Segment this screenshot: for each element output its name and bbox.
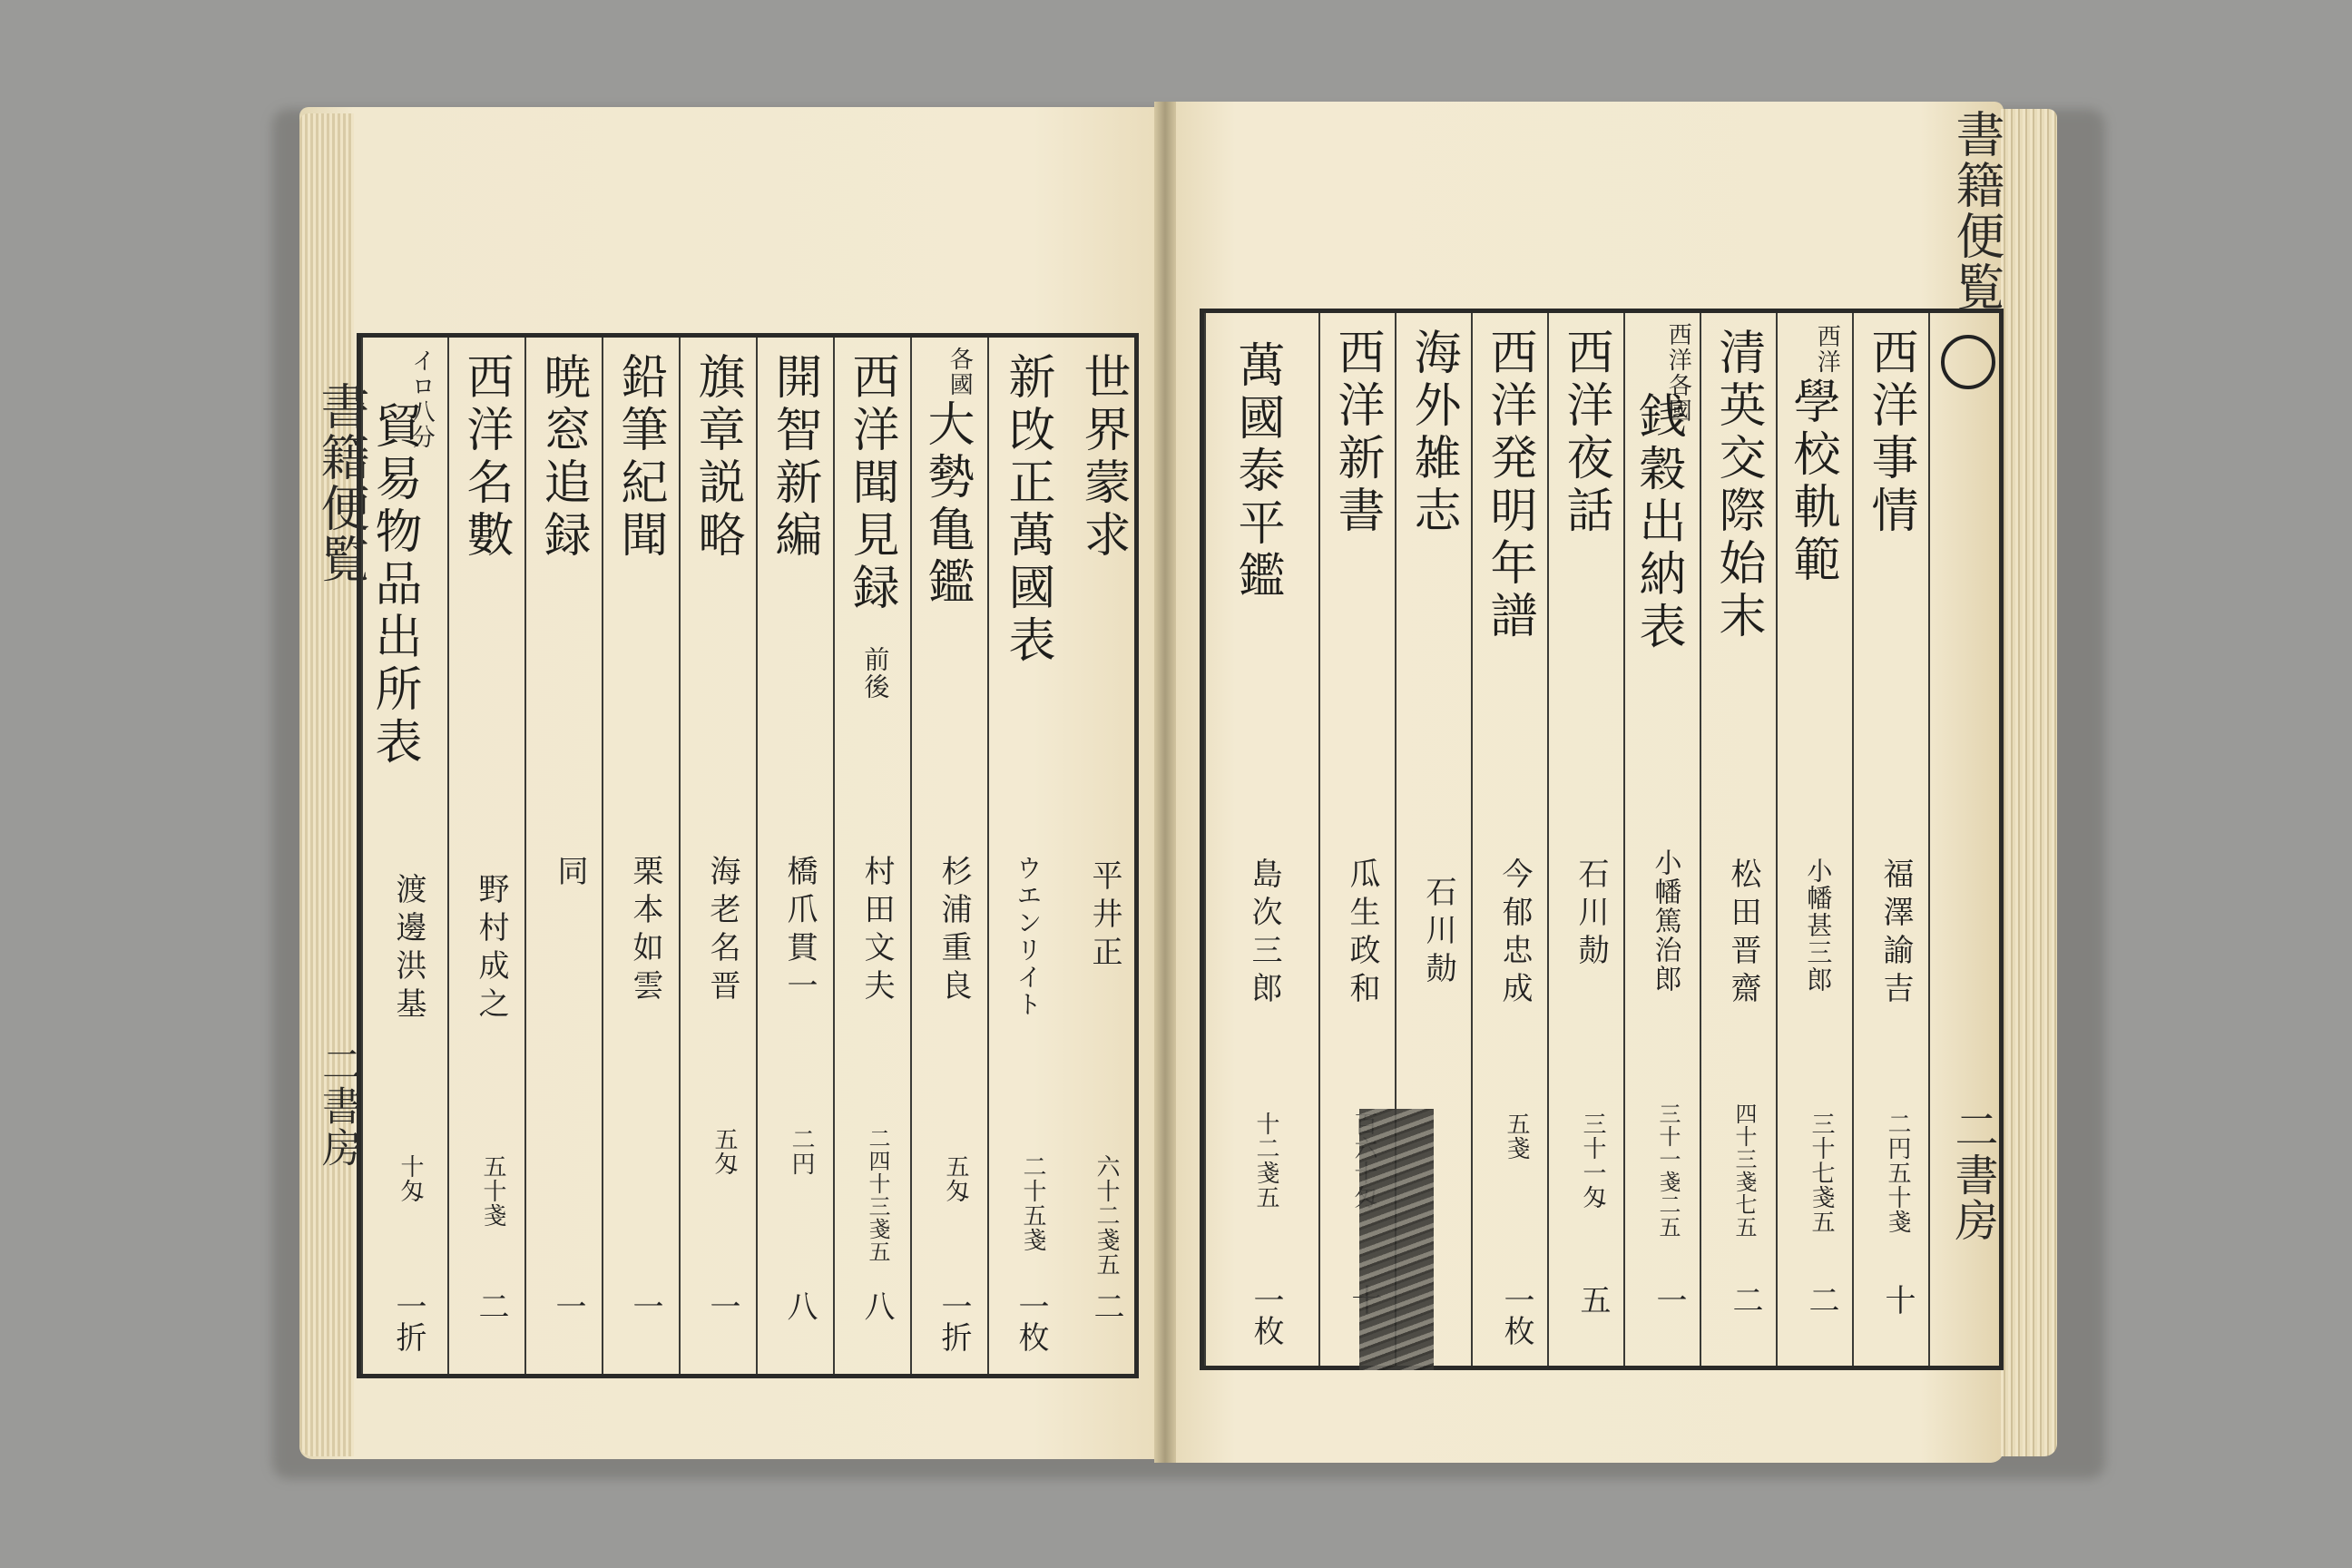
left-entry-3	[910, 338, 989, 1374]
left-entry-2	[987, 338, 1066, 1374]
entry-title: 鉛筆紀聞	[612, 352, 667, 563]
entry-title: 西洋発明年譜	[1482, 328, 1536, 643]
entry-author: 平井正	[1086, 859, 1122, 974]
entry-title: 貿易物品出所表	[367, 401, 421, 769]
entry-title: 萬國泰平鑑	[1230, 340, 1284, 603]
entry-title: 大勢亀鑑	[919, 399, 974, 610]
entry-price: 五匁	[942, 1154, 969, 1203]
entry-author: ウエンリイト	[1013, 855, 1044, 1018]
entry-price: 三十一匁	[1579, 1112, 1606, 1210]
entry-author: 松田晋齋	[1725, 858, 1761, 1010]
entry-price: 三十一戔二五	[1655, 1102, 1681, 1239]
right-edge-publisher: 二書房	[1947, 1107, 1998, 1243]
right-entry-5	[1547, 313, 1625, 1366]
entry-title: 海外雑志	[1406, 328, 1460, 538]
entry-price: 二円	[788, 1127, 815, 1176]
entry-title: 暁窓追録	[535, 352, 590, 563]
entry-title: 西洋夜話	[1558, 328, 1612, 538]
entry-volumes: 一折	[390, 1290, 426, 1352]
entry-volumes: 八	[858, 1290, 895, 1321]
left-entry-4	[833, 338, 912, 1374]
left-entry-10	[361, 338, 449, 1374]
entry-author: 島次三郎	[1246, 858, 1282, 1010]
entry-volumes: 一枚	[1248, 1284, 1284, 1346]
entry-title: 開智新編	[767, 352, 821, 563]
entry-volumes: 一	[704, 1290, 740, 1321]
entry-prefix: イロ八分	[407, 348, 436, 450]
entry-author: 橋爪貫一	[781, 855, 818, 1007]
entry-author: 杉浦重良	[936, 855, 972, 1007]
entry-volumes: 一	[627, 1290, 663, 1321]
right-entry-9	[1204, 313, 1320, 1366]
entry-volumes: 一	[1651, 1284, 1687, 1315]
entry-prefix: 西洋	[1813, 324, 1841, 375]
right-marker-column	[1928, 313, 2001, 1366]
entry-note: 前後	[860, 646, 891, 701]
entry-author: 同	[552, 855, 588, 893]
paper-damage-patch	[1359, 1109, 1434, 1370]
entry-author: 石川𪟝	[1420, 876, 1456, 990]
right-entry-6	[1471, 313, 1549, 1366]
entry-volumes: 十	[1879, 1284, 1916, 1315]
right-entry-1	[1852, 313, 1930, 1366]
entry-price: 二四十三戔五	[865, 1127, 890, 1263]
entry-title: 新攺正萬國表	[1000, 352, 1054, 668]
entry-price: 二十五戔	[1019, 1154, 1046, 1252]
entry-price: 十匁	[397, 1154, 424, 1203]
left-entry-1	[1064, 338, 1139, 1374]
left-entry-9	[447, 338, 526, 1374]
entry-author: 小幡篤治郎	[1649, 848, 1681, 994]
entry-volumes: 五	[1574, 1284, 1611, 1315]
entry-volumes: 二	[473, 1290, 509, 1321]
entry-title: 銭穀出納表	[1631, 391, 1685, 654]
entry-title: 世界蒙求	[1075, 352, 1130, 563]
entry-volumes: 二	[1727, 1284, 1763, 1315]
entry-author: 村田文夫	[858, 855, 895, 1007]
left-edge-publisher: 二書房	[315, 1044, 361, 1169]
entry-author: 小幡甚三郎	[1803, 858, 1834, 994]
entry-price: 六十二戔五	[1093, 1154, 1120, 1277]
left-page-table	[357, 333, 1139, 1378]
entry-price: 二円五十戔	[1884, 1112, 1911, 1234]
entry-title: 學校軌範	[1785, 377, 1839, 587]
left-entry-5	[756, 338, 835, 1374]
entry-title: 旗章説略	[690, 352, 744, 563]
entry-volumes: 一枚	[1013, 1290, 1049, 1352]
entry-author: 海老名晋	[704, 855, 740, 1007]
entry-author: 瓜生政和	[1344, 858, 1380, 1010]
right-edge-title: 書籍便覧	[1948, 109, 2005, 312]
entry-author: 今郁忠成	[1496, 858, 1533, 1010]
entry-volumes: 一折	[936, 1290, 972, 1352]
entry-title: 西洋事情	[1863, 328, 1917, 538]
entry-price: 四十三戔七五	[1731, 1102, 1757, 1239]
entry-price: 五十戔	[479, 1154, 506, 1228]
right-page-table	[1200, 309, 2004, 1370]
left-entry-7	[602, 338, 681, 1374]
entry-volumes: 二	[1088, 1290, 1124, 1321]
left-edge-title: 書籍便覧	[313, 381, 370, 584]
entry-title: 清英交際始末	[1710, 328, 1765, 643]
book-gutter	[1154, 102, 1176, 1463]
entry-volumes: 二	[1803, 1284, 1839, 1315]
entry-volumes: 八	[781, 1290, 818, 1321]
entry-price: 五匁	[710, 1127, 738, 1176]
circle-marker-icon	[1941, 335, 1995, 389]
entry-author: 野村成之	[473, 873, 509, 1025]
entry-volumes: 一枚	[1498, 1284, 1534, 1346]
left-page-stack-edge	[299, 113, 354, 1456]
right-entry-2	[1776, 313, 1854, 1366]
entry-title: 西洋新書	[1329, 328, 1384, 538]
entry-author: 石川𪟝	[1573, 858, 1609, 972]
right-entry-3	[1700, 313, 1778, 1366]
entry-prefix: 西洋各國	[1664, 322, 1692, 424]
entry-price: 五戔	[1503, 1112, 1530, 1161]
entry-title: 西洋名數	[458, 352, 513, 563]
entry-price: 十二戔五	[1252, 1112, 1279, 1210]
entry-price: 三十七戔五	[1808, 1112, 1835, 1234]
entry-author: 栗本如雲	[627, 855, 663, 1007]
left-entry-8	[524, 338, 603, 1374]
entry-title: 西洋聞見録	[844, 352, 898, 615]
entry-prefix: 各國	[946, 347, 974, 397]
entry-author: 渡邊洪基	[390, 873, 426, 1025]
entry-volumes: 一	[550, 1290, 586, 1321]
right-entry-4	[1623, 313, 1701, 1366]
left-entry-6	[679, 338, 758, 1374]
entry-author: 福澤諭吉	[1877, 858, 1914, 1010]
